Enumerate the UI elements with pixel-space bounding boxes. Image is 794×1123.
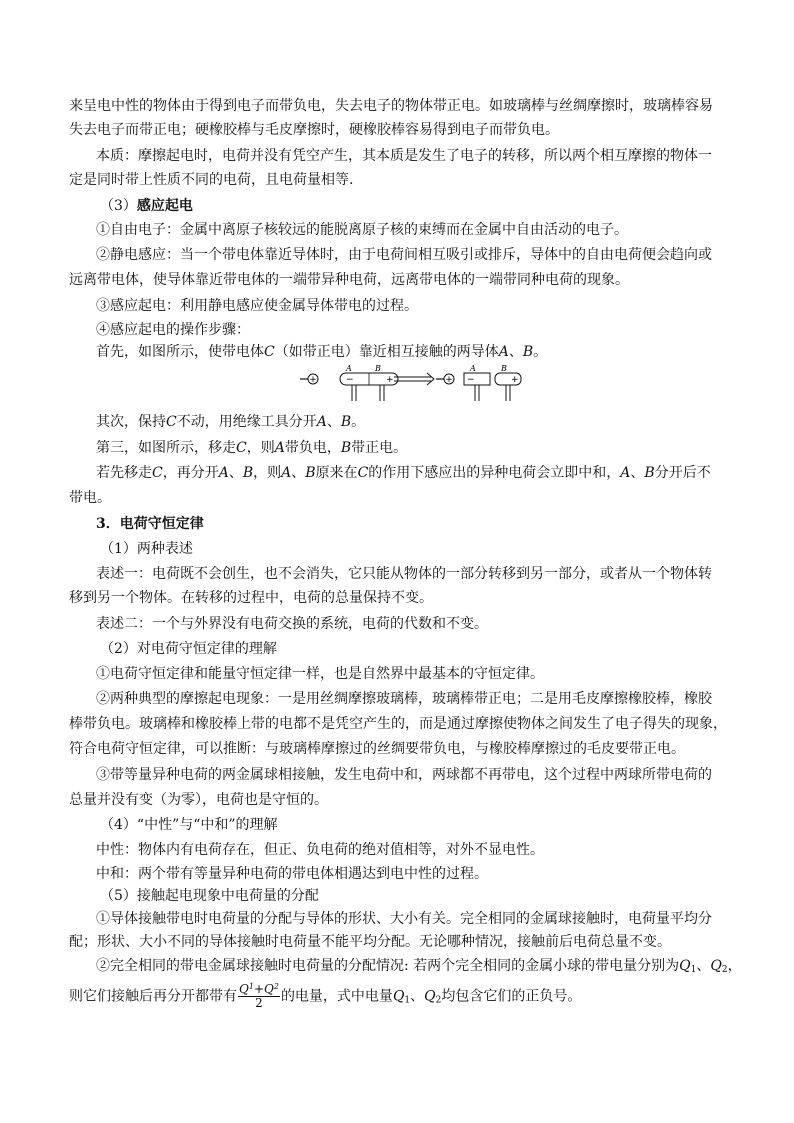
var-q: Q — [392, 988, 405, 1005]
var-b: B — [340, 414, 352, 430]
text — [96, 438, 407, 458]
text: ②两种典型的摩擦起电现象：一是用丝绸摩擦玻璃棒，玻璃棒带正电；二是用毛皮摩擦橡胶棒，橡胶 — [96, 691, 712, 707]
t: 原来在 — [315, 465, 358, 481]
t: 其次，保持 — [96, 414, 166, 430]
plus-sign: + — [309, 375, 317, 385]
text — [96, 956, 742, 976]
t: 、 — [410, 988, 425, 1005]
v: C — [152, 465, 163, 481]
var-a: A — [316, 414, 327, 430]
text: ②静电感应：当一个带电体靠近导体时，由于电荷间相互吸引或排斥，导体中的自由电荷便会趋向或 — [96, 247, 712, 263]
plus-sign: + — [253, 982, 264, 996]
subscript: 1 — [404, 995, 411, 1006]
var-b: B — [340, 440, 352, 456]
superscript: 1 — [248, 982, 254, 991]
text: ③带等量异种电荷的两金属球相接触，发生电荷中和，两球都不再带电，这个过程中两球所带电荷的 — [96, 767, 712, 783]
text: 表述一：电荷既不会创生，也不会消失，它只能从物体的一部分转移到另一部分，或者从一个物体转 — [96, 566, 712, 582]
t: 第三，如图所示，移走 — [96, 440, 236, 456]
t: 带负电， — [284, 440, 341, 456]
t: ，再分开 — [162, 465, 219, 481]
heading-text: 3．电荷守恒定律 — [96, 516, 204, 532]
heading-text: （2）对电荷守恒定律的理解 — [100, 641, 277, 657]
t: 、 — [326, 414, 341, 430]
numerator — [238, 983, 280, 997]
minus-sign: − — [467, 375, 475, 385]
text — [96, 463, 711, 483]
t: 若先移走 — [96, 465, 152, 481]
text: ④感应起电的操作步骤： — [96, 322, 250, 338]
t: 、 — [508, 344, 523, 360]
heading-number: （3） — [100, 198, 137, 214]
denominator: 2 — [255, 996, 263, 1010]
text — [96, 412, 365, 432]
var-a: A — [274, 440, 285, 456]
text: 中和：两个带有等量异种电荷的带电体相遇达到电中性的过程。 — [96, 866, 488, 882]
text — [96, 342, 547, 362]
plus-sign: + — [511, 375, 519, 385]
text: 失去电子而带正电；硬橡胶棒与毛皮摩擦时，硬橡胶棒容易得到电子而带负电。 — [69, 122, 559, 138]
t: 不动，用绝缘工具分开 — [176, 414, 317, 430]
heading-title: 感应起电 — [136, 198, 193, 214]
var-q: Q — [424, 988, 436, 1005]
v: A — [281, 465, 292, 481]
text: 本质：摩擦起电时，电荷并没有凭空产生，其本质是发生了电子的转移，所以两个相互摩擦的物体一 — [96, 148, 712, 164]
t: 、 — [228, 465, 243, 481]
text: 来呈电中性的物体由于得到电子而带负电，失去电子的物体带正电。如玻璃棒与丝绸摩擦时，玻璃棒容易 — [69, 98, 713, 114]
v: B — [242, 465, 254, 481]
superscript: 2 — [273, 982, 279, 991]
var-c: C — [236, 440, 247, 456]
t: 的作用下感应出的异种电荷会立即中和， — [368, 465, 621, 481]
label-b: B — [375, 364, 381, 373]
heading-text: （4）“中性”与“中和”的理解 — [100, 817, 278, 833]
t: 。 — [351, 414, 366, 430]
t: 。 — [533, 344, 548, 360]
induction-diagram — [300, 364, 525, 402]
subscript: 2 — [721, 965, 728, 975]
heading-text: （5）接触起电现象中电荷量的分配 — [100, 888, 319, 904]
text: ①自由电子：金属中离原子核较远的能脱离原子核的束缚而在金属中自由活动的电子。 — [96, 222, 628, 238]
v: B — [644, 465, 655, 481]
subscript: 1 — [690, 965, 697, 975]
heading-text: （1）两种表述 — [100, 541, 193, 557]
minus-sign: − — [346, 375, 354, 385]
t: 则它们接触后再分开都带有 — [69, 988, 237, 1005]
var-c: C — [264, 344, 275, 360]
t: 、 — [696, 958, 711, 974]
t: ②完全相同的带电金属球接触时电荷量的分配情况: 若两个完全相同的金属小球的带电量分别为 — [96, 958, 680, 974]
var-b: B — [522, 344, 534, 360]
text: 表述二：一个与外界没有电荷交换的系统，电荷的代数和不变。 — [96, 616, 488, 632]
text: 中性：物体内有电荷存在，但正、负电荷的绝对值相等，对外不显电性。 — [96, 842, 544, 858]
label-a: A — [470, 364, 476, 373]
t: 、 — [291, 465, 306, 481]
heading-text — [100, 196, 193, 216]
var-c: C — [166, 414, 177, 430]
arrow-icon — [394, 373, 434, 385]
v: A — [218, 465, 229, 481]
text: ①电荷守恒定律和能量守恒定律一样，也是自然界中最基本的守恒定律。 — [96, 666, 544, 682]
text: 带电。 — [69, 490, 111, 506]
text: 符合电荷守恒定律，可以推断：与玻璃棒摩擦过的丝绸要带负电，与橡胶棒摩擦过的毛皮要带正电。 — [69, 741, 685, 757]
t: ，则 — [253, 465, 282, 481]
charged-rod-c-right — [436, 374, 454, 385]
text: 配；形状、大小不同的导体接触时电荷量不能平均分配。无论哪种情况，接触前后电荷总量不变。 — [69, 934, 671, 950]
plus-sign: + — [445, 375, 453, 385]
text: 总量并没有变（为零），电荷也是守恒的。 — [69, 792, 328, 808]
text: 移到另一个物体。在转移的过程中，电荷的总量保持不变。 — [69, 590, 433, 606]
var-q: Q — [679, 958, 691, 974]
text: 远离带电体，使导体靠近带电体的一端带异种电荷，远离带电体的一端带同种电荷的现象。 — [69, 272, 629, 288]
t: 均包含它们的正负号。 — [441, 988, 582, 1005]
v: C — [357, 465, 369, 481]
label-a: A — [346, 364, 352, 373]
t: ， — [727, 958, 742, 974]
v: A — [620, 465, 631, 481]
t: ，则 — [246, 440, 275, 456]
text: ③感应起电：利用静电感应使金属导体带电的过程。 — [96, 298, 418, 314]
var-q: Q — [239, 982, 249, 996]
t: 、 — [630, 465, 645, 481]
text — [69, 983, 581, 1010]
label-b: B — [501, 364, 507, 373]
charged-rod-c-left — [300, 374, 318, 385]
fraction-formula — [238, 983, 280, 1010]
subscript: 2 — [435, 995, 442, 1006]
var-q: Q — [710, 958, 722, 974]
t: 分开后不 — [654, 465, 711, 481]
text: ①导体接触带电时电荷量的分配与导体的形状、大小有关。完全相同的金属球接触时，电荷量平均分 — [96, 911, 712, 927]
var-q: Q — [264, 982, 274, 996]
v: B — [305, 465, 316, 481]
var-a: A — [498, 344, 509, 360]
text: 棒带负电。玻璃棒和橡胶棒上带的电都不是凭空产生的，而是通过摩擦使物体之间发生了电子得失的现象， — [69, 716, 727, 732]
text: 定是同时带上性质不同的电荷，且电荷量相等. — [69, 172, 354, 188]
t: （如带正电）靠近相互接触的两导体 — [274, 344, 499, 360]
plus-sign: + — [386, 375, 394, 385]
t: 的电量，式中电量 — [280, 988, 393, 1005]
t: 带正电。 — [351, 440, 408, 456]
t: 首先，如图所示，使带电体 — [96, 344, 264, 360]
